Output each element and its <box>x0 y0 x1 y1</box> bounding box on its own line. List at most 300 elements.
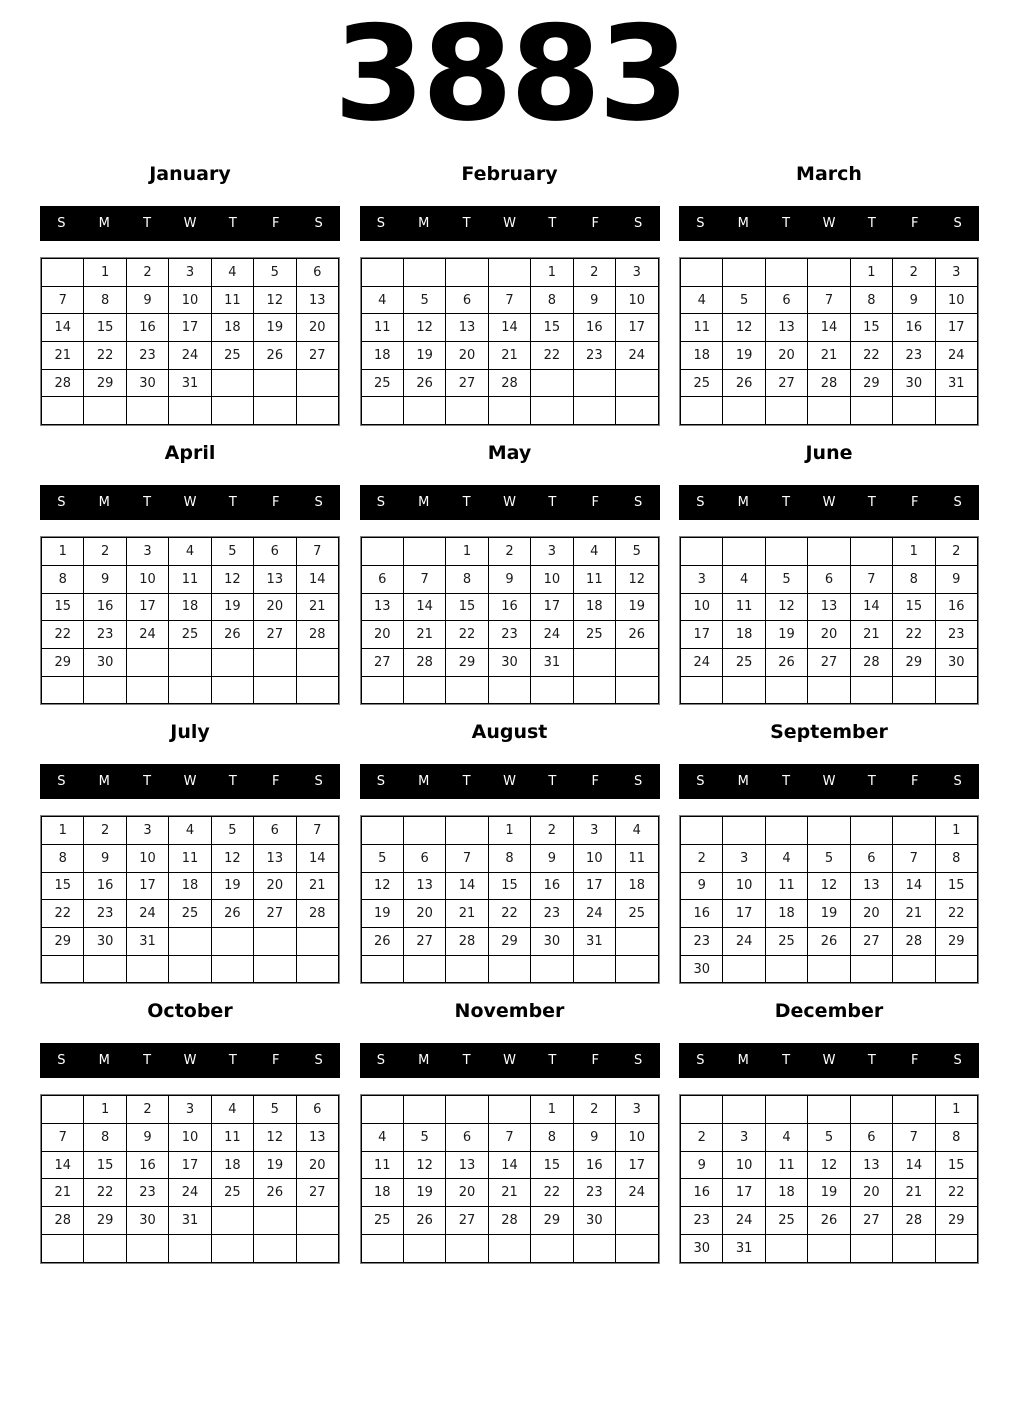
week-row <box>42 872 339 900</box>
week-row <box>42 342 339 370</box>
day-cell: 17 <box>616 314 658 342</box>
weekday-label: W <box>822 1053 836 1069</box>
day-cell: 20 <box>446 1179 488 1207</box>
day-cell <box>531 676 573 704</box>
day-cell <box>765 259 807 287</box>
day-cell: 3 <box>935 259 977 287</box>
day-cell: 26 <box>808 1207 850 1235</box>
day-cell: 30 <box>935 648 977 676</box>
day-cell: 23 <box>84 621 126 649</box>
weekday-header <box>360 206 660 241</box>
day-cell: 21 <box>488 342 530 370</box>
day-cell: 7 <box>488 286 530 314</box>
weekday-label: T <box>462 1053 471 1069</box>
day-cell <box>723 1096 765 1124</box>
day-cell <box>850 955 892 983</box>
day-cell: 13 <box>254 844 296 872</box>
day-cell <box>361 676 403 704</box>
day-cell <box>765 397 807 425</box>
day-cell: 2 <box>126 1096 168 1124</box>
day-cell: 20 <box>808 621 850 649</box>
day-cell: 21 <box>296 593 338 621</box>
month-block <box>679 713 979 984</box>
day-cell: 22 <box>42 900 84 928</box>
week-row <box>42 648 339 676</box>
day-cell: 18 <box>211 314 253 342</box>
week-row <box>42 955 339 983</box>
day-cell: 8 <box>84 1124 126 1152</box>
day-cell: 29 <box>850 369 892 397</box>
month-grid <box>680 1095 978 1262</box>
day-cell: 2 <box>573 259 615 287</box>
day-cell: 25 <box>169 621 211 649</box>
day-cell: 23 <box>126 1179 168 1207</box>
day-cell <box>488 259 530 287</box>
month-title: October <box>147 1000 233 1023</box>
day-cell: 6 <box>808 565 850 593</box>
day-cell <box>296 1234 338 1262</box>
day-cell: 22 <box>935 1179 977 1207</box>
day-cell: 29 <box>84 369 126 397</box>
day-cell: 18 <box>361 342 403 370</box>
week-row <box>361 538 658 566</box>
day-cell: 2 <box>681 844 723 872</box>
day-cell: 19 <box>723 342 765 370</box>
weekday-header <box>40 764 340 799</box>
day-cell: 1 <box>893 538 935 566</box>
week-row <box>361 1234 658 1262</box>
weekday-label: W <box>183 216 197 231</box>
day-cell: 2 <box>84 817 126 845</box>
day-cell <box>850 538 892 566</box>
day-cell <box>488 1234 530 1262</box>
week-row <box>42 314 339 342</box>
week-row <box>681 676 978 704</box>
day-cell <box>616 397 658 425</box>
day-cell: 3 <box>723 1124 765 1152</box>
day-cell: 21 <box>296 872 338 900</box>
day-cell: 12 <box>211 565 253 593</box>
day-cell: 25 <box>169 900 211 928</box>
weekday-label: S <box>57 216 66 231</box>
day-cell <box>616 676 658 704</box>
month-grid <box>680 816 978 983</box>
month-title: November <box>454 1000 565 1023</box>
day-cell: 4 <box>765 844 807 872</box>
day-cell: 20 <box>296 1151 338 1179</box>
day-cell <box>446 676 488 704</box>
day-cell: 31 <box>531 648 573 676</box>
weekday-label: W <box>503 1053 516 1069</box>
day-cell <box>169 928 211 956</box>
week-row <box>681 286 978 314</box>
day-cell <box>254 369 296 397</box>
day-cell: 24 <box>126 900 168 928</box>
day-cell <box>403 955 445 983</box>
day-cell: 7 <box>296 817 338 845</box>
day-cell: 28 <box>808 369 850 397</box>
day-cell: 5 <box>211 817 253 845</box>
day-cell: 6 <box>446 1124 488 1152</box>
day-cell: 29 <box>42 648 84 676</box>
day-cell: 15 <box>488 872 530 900</box>
month-grid <box>361 537 659 704</box>
day-cell <box>84 1234 126 1262</box>
day-cell: 22 <box>84 342 126 370</box>
week-row <box>361 621 658 649</box>
day-cell <box>893 1234 935 1262</box>
day-cell: 16 <box>681 900 723 928</box>
weekday-label: S <box>696 216 705 231</box>
day-cell <box>616 369 658 397</box>
day-cell: 7 <box>42 286 84 314</box>
day-cell: 11 <box>765 872 807 900</box>
day-cell: 23 <box>681 1207 723 1235</box>
day-cell: 27 <box>296 1179 338 1207</box>
day-cell: 5 <box>616 538 658 566</box>
week-row <box>681 538 978 566</box>
day-cell: 24 <box>169 1179 211 1207</box>
day-cell: 14 <box>42 314 84 342</box>
weekday-label: S <box>376 495 386 511</box>
weekday-label: M <box>98 495 110 511</box>
weekday-label: M <box>418 495 430 511</box>
day-cell: 3 <box>616 1096 658 1124</box>
day-cell: 18 <box>169 593 211 621</box>
month-grid-frame <box>679 257 979 426</box>
day-cell <box>808 538 850 566</box>
weekday-label: T <box>143 1053 152 1069</box>
month-block <box>679 155 979 426</box>
day-cell: 25 <box>211 342 253 370</box>
day-cell <box>42 676 84 704</box>
day-cell: 19 <box>211 872 253 900</box>
day-cell <box>616 955 658 983</box>
month-grid <box>41 1095 339 1262</box>
day-cell <box>681 676 723 704</box>
week-row <box>361 342 658 370</box>
day-cell <box>361 955 403 983</box>
day-cell: 31 <box>126 928 168 956</box>
day-cell: 8 <box>935 1124 977 1152</box>
week-row <box>42 369 339 397</box>
day-cell: 7 <box>42 1124 84 1152</box>
week-row <box>361 817 658 845</box>
day-cell: 26 <box>211 621 253 649</box>
day-cell: 9 <box>126 1124 168 1152</box>
day-cell: 24 <box>681 648 723 676</box>
day-cell <box>446 955 488 983</box>
day-cell: 27 <box>446 369 488 397</box>
day-cell: 17 <box>531 593 573 621</box>
day-cell <box>446 1096 488 1124</box>
day-cell <box>403 397 445 425</box>
day-cell <box>808 397 850 425</box>
day-cell: 1 <box>84 259 126 287</box>
day-cell: 14 <box>446 872 488 900</box>
day-cell: 4 <box>616 817 658 845</box>
day-cell <box>254 1207 296 1235</box>
day-cell: 2 <box>935 538 977 566</box>
day-cell: 6 <box>850 844 892 872</box>
day-cell <box>169 955 211 983</box>
day-cell <box>84 397 126 425</box>
day-cell: 1 <box>850 259 892 287</box>
day-cell: 11 <box>765 1151 807 1179</box>
week-row <box>42 1234 339 1262</box>
day-cell: 3 <box>573 817 615 845</box>
day-cell: 13 <box>446 314 488 342</box>
day-cell: 18 <box>573 593 615 621</box>
week-row <box>361 928 658 956</box>
day-cell: 15 <box>84 314 126 342</box>
day-cell: 18 <box>723 621 765 649</box>
week-row <box>681 817 978 845</box>
day-cell <box>531 955 573 983</box>
day-cell: 26 <box>723 369 765 397</box>
day-cell <box>935 1234 977 1262</box>
day-cell: 16 <box>573 1151 615 1179</box>
day-cell: 24 <box>723 928 765 956</box>
week-row <box>681 342 978 370</box>
weekday-label: T <box>867 1053 876 1069</box>
week-row <box>361 259 658 287</box>
day-cell: 21 <box>893 900 935 928</box>
day-cell <box>723 397 765 425</box>
day-cell: 6 <box>850 1124 892 1152</box>
day-cell: 8 <box>84 286 126 314</box>
weekday-label: S <box>696 774 705 790</box>
month-grid <box>361 1095 659 1262</box>
day-cell: 19 <box>361 900 403 928</box>
weekday-header <box>360 1043 660 1078</box>
day-cell: 9 <box>573 1124 615 1152</box>
day-cell <box>850 397 892 425</box>
weekday-header <box>679 764 979 799</box>
day-cell: 11 <box>573 565 615 593</box>
month-block <box>679 434 979 705</box>
weekday-label: F <box>271 774 280 790</box>
weekday-label: W <box>183 1053 197 1069</box>
weekday-label: M <box>737 216 749 231</box>
weekday-label: S <box>314 774 323 790</box>
week-row <box>361 900 658 928</box>
week-row <box>42 565 339 593</box>
day-cell <box>765 1234 807 1262</box>
week-row <box>361 369 658 397</box>
day-cell: 15 <box>84 1151 126 1179</box>
day-cell: 7 <box>893 844 935 872</box>
day-cell: 2 <box>681 1124 723 1152</box>
weekday-header <box>679 485 979 520</box>
day-cell: 25 <box>723 648 765 676</box>
day-cell: 17 <box>169 1151 211 1179</box>
week-row <box>361 872 658 900</box>
weekday-label: T <box>143 216 152 231</box>
weekday-header <box>40 485 340 520</box>
week-row <box>42 928 339 956</box>
day-cell: 21 <box>446 900 488 928</box>
day-cell: 15 <box>446 593 488 621</box>
day-cell: 6 <box>446 286 488 314</box>
day-cell: 24 <box>531 621 573 649</box>
month-grid-frame <box>40 536 340 705</box>
weekday-label: M <box>418 1053 430 1069</box>
day-cell <box>254 676 296 704</box>
weekday-label: T <box>782 216 791 231</box>
day-cell: 12 <box>254 1124 296 1152</box>
day-cell <box>211 955 253 983</box>
weekday-label: S <box>314 495 323 511</box>
weekday-label: T <box>462 495 471 511</box>
day-cell: 24 <box>126 621 168 649</box>
day-cell: 28 <box>488 369 530 397</box>
day-cell: 24 <box>616 342 658 370</box>
weekday-header <box>40 206 340 241</box>
day-cell <box>488 397 530 425</box>
weekday-label: T <box>228 495 237 511</box>
month-block <box>679 992 979 1263</box>
day-cell: 27 <box>765 369 807 397</box>
day-cell: 31 <box>169 369 211 397</box>
day-cell: 20 <box>765 342 807 370</box>
day-cell: 23 <box>893 342 935 370</box>
day-cell: 9 <box>681 1151 723 1179</box>
day-cell: 26 <box>808 928 850 956</box>
day-cell <box>573 676 615 704</box>
day-cell: 24 <box>723 1207 765 1235</box>
day-cell: 22 <box>935 900 977 928</box>
weekday-label: M <box>98 216 110 231</box>
day-cell: 20 <box>296 314 338 342</box>
day-cell <box>169 1234 211 1262</box>
weekday-label: T <box>867 216 876 231</box>
day-cell: 10 <box>169 286 211 314</box>
day-cell <box>765 817 807 845</box>
day-cell: 10 <box>723 1151 765 1179</box>
day-cell: 1 <box>84 1096 126 1124</box>
week-row <box>42 844 339 872</box>
day-cell <box>808 676 850 704</box>
weekday-label: S <box>57 774 66 790</box>
day-cell: 22 <box>531 342 573 370</box>
week-row <box>361 286 658 314</box>
week-row <box>681 1234 978 1262</box>
day-cell: 7 <box>488 1124 530 1152</box>
week-row <box>42 676 339 704</box>
day-cell: 28 <box>296 900 338 928</box>
week-row <box>681 259 978 287</box>
day-cell: 30 <box>84 648 126 676</box>
day-cell: 19 <box>254 1151 296 1179</box>
weekday-label: F <box>271 495 280 511</box>
day-cell: 9 <box>84 565 126 593</box>
day-cell: 15 <box>893 593 935 621</box>
day-cell: 17 <box>935 314 977 342</box>
day-cell: 5 <box>808 844 850 872</box>
day-cell: 1 <box>42 538 84 566</box>
day-cell: 20 <box>850 1179 892 1207</box>
day-cell: 25 <box>361 369 403 397</box>
day-cell: 29 <box>893 648 935 676</box>
day-cell: 27 <box>850 1207 892 1235</box>
day-cell: 11 <box>361 1151 403 1179</box>
day-cell <box>126 676 168 704</box>
day-cell <box>850 1096 892 1124</box>
day-cell: 17 <box>616 1151 658 1179</box>
day-cell: 21 <box>808 342 850 370</box>
day-cell <box>361 1096 403 1124</box>
day-cell: 26 <box>403 1207 445 1235</box>
day-cell: 2 <box>893 259 935 287</box>
day-cell: 2 <box>84 538 126 566</box>
day-cell: 25 <box>211 1179 253 1207</box>
weekday-label: T <box>143 774 152 790</box>
day-cell <box>681 1096 723 1124</box>
weekday-label: M <box>98 774 110 790</box>
day-cell: 28 <box>850 648 892 676</box>
day-cell: 5 <box>808 1124 850 1152</box>
weekday-header <box>40 1043 340 1078</box>
month-grid <box>361 258 659 425</box>
weekday-label: S <box>376 1053 386 1069</box>
day-cell: 3 <box>616 259 658 287</box>
week-row <box>361 1096 658 1124</box>
day-cell: 12 <box>403 1151 445 1179</box>
month-grid-frame <box>679 536 979 705</box>
day-cell <box>893 955 935 983</box>
week-row <box>681 621 978 649</box>
day-cell: 19 <box>254 314 296 342</box>
week-row <box>681 928 978 956</box>
day-cell <box>84 955 126 983</box>
weekday-label: F <box>271 216 280 231</box>
week-row <box>681 900 978 928</box>
day-cell: 4 <box>723 565 765 593</box>
day-cell: 25 <box>765 1207 807 1235</box>
day-cell: 11 <box>681 314 723 342</box>
week-row <box>42 1207 339 1235</box>
weekday-label: T <box>548 1053 557 1069</box>
day-cell <box>893 676 935 704</box>
day-cell: 18 <box>211 1151 253 1179</box>
day-cell: 10 <box>616 286 658 314</box>
day-cell: 8 <box>531 286 573 314</box>
day-cell: 19 <box>808 900 850 928</box>
week-row <box>361 565 658 593</box>
day-cell: 21 <box>403 621 445 649</box>
day-cell: 11 <box>211 286 253 314</box>
weekday-label: F <box>591 495 599 511</box>
day-cell: 6 <box>254 817 296 845</box>
day-cell: 29 <box>446 648 488 676</box>
week-row <box>42 593 339 621</box>
month-grid <box>680 537 978 704</box>
day-cell: 26 <box>403 369 445 397</box>
day-cell: 13 <box>296 286 338 314</box>
weekday-label: S <box>57 495 66 511</box>
day-cell: 7 <box>850 565 892 593</box>
day-cell: 6 <box>361 565 403 593</box>
day-cell: 7 <box>446 844 488 872</box>
day-cell: 1 <box>488 817 530 845</box>
week-row <box>361 1207 658 1235</box>
day-cell: 10 <box>126 565 168 593</box>
day-cell: 13 <box>296 1124 338 1152</box>
day-cell <box>808 259 850 287</box>
day-cell: 27 <box>808 648 850 676</box>
day-cell: 13 <box>254 565 296 593</box>
